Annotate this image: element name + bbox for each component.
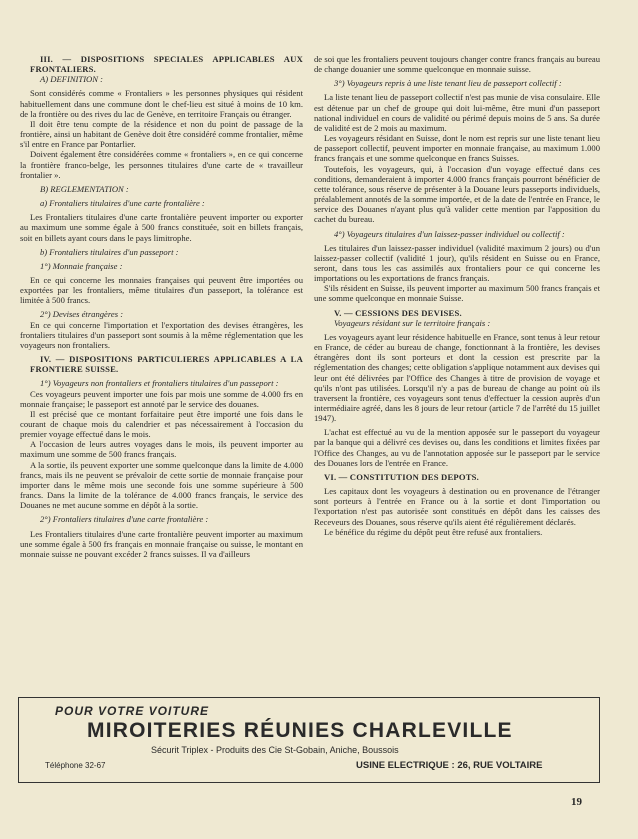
paragraph: Les titulaires d'un laissez-passer individuel (validité maximum 2 jours) ou d'un laissez-passer collectif (validité 1 jour), qu'ils résident en Suisse ou en France, seront, dans tous les cas assimilés aux frontaliers pour ce qui concerne les importations ou les exportations de francs français. <box>314 242 600 284</box>
page-number: 19 <box>571 796 582 808</box>
paragraph: Toutefois, les voyageurs, qui, à l'occasion d'un voyage effectué dans ces conditions, demanderaient à importer 4.000 francs français pourront bénéficier de cette tolérance, sous réserve de présenter à la Douane leurs passeports individuels, préalablement annotés de la somme importée, et de la date de l'entrée en France, le service des Douanes n'ayant plus qu'à valider cette mention par l'apposition du cachet du bureau. <box>314 163 600 225</box>
subheading-passeport-collectif: 3°) Voyageurs repris à une liste tenant lieu de passeport collectif : <box>334 78 562 89</box>
paragraph: Les voyageurs ayant leur résidence habituelle en France, sont tenus à leur retour en France, de céder au bureau de change, fonctionnant à la frontière, les devises étrangères dont ils sont porteurs et dont la cession est prescrite par la réglementation des changes; cette obligation s'applique notamment aux devises qui leur ont été délivrées par l'Office des Changes à titre de provision de voyage et qu'ils n'ont pas utilisées. Lorsqu'il n'y a pas de bureau de change au point où ils traversent la frontière, ces voyageurs sont tenus d'effectuer la cession auprès d'un intermédiaire agréé, dans les 8 jours de leur retour (article 7 de l'arrêté du 15 juillet 1947). <box>314 331 600 424</box>
subheading-a: a) Frontaliers titulaires d'une carte frontalière : <box>40 198 205 209</box>
subheading-b: b) Frontaliers titulaires d'un passeport : <box>40 246 179 257</box>
subheading-territoire-francais: Voyageurs résidant sur le territoire français : <box>334 317 491 328</box>
section-heading-v: V. — CESSIONS DES DEVISES. <box>334 307 462 318</box>
paragraph: S'ils résident en Suisse, ils peuvent importer au maximum 500 francs français et une somme quelconque en monnaie Suisse. <box>314 283 600 304</box>
paragraph: de soi que les frontaliers peuvent toujours changer contre francs français au bureau de change douanier une somme quelconque en monnaie suisse. <box>314 54 600 75</box>
subheading-voyageurs-non-frontaliers: 1°) Voyageurs non frontaliers et frontaliers titulaires d'un passeport : <box>40 378 279 389</box>
paragraph: A l'occasion de leurs autres voyages dans le mois, ils peuvent importer au maximum une somme de 500 francs français. <box>20 439 303 460</box>
subheading-definition: A) DEFINITION : <box>40 74 104 85</box>
ad-headline: POUR VOTRE VOITURE <box>55 704 210 718</box>
advertisement-box <box>18 697 600 783</box>
paragraph: Sont considérés comme « Frontaliers » les personnes physiques qui résident habituellement dans une commune dont le chef-lieu est situé à moins de 10 km. de la frontière ou des rives du lac de Genève, en territoire Français ou étranger. <box>20 88 303 119</box>
paragraph: Les Frontaliers titulaires d'une carte frontalière peuvent importer au maximum une somme égale à 500 frs français en monnaie française ou suisse, le montant en monnaie suisse ne pouvant excéder 2 francs suisses. Il va d'ailleurs <box>20 528 303 559</box>
paragraph: Les Frontaliers titulaires d'une carte frontalière peuvent importer ou exporter au maximum une somme égale à 500 francs constituée, soit en billets français, soit en billets ayant cours dans le pays limitrophe. <box>20 212 303 243</box>
subheading-laissez-passer: 4°) Voyageurs titulaires d'un laissez-passer individuel ou collectif : <box>334 228 565 239</box>
subheading-reglementation: B) REGLEMENTATION : <box>40 183 129 194</box>
ad-company-name: MIROITERIES RÉUNIES CHARLEVILLE <box>87 719 513 742</box>
paragraph: Il doit être tenu compte de la résidence et non du point de passage de la frontière, ainsi un habitant de Genève doit être considéré comme frontalier, même s'il entre en France par Pontarlier. <box>20 118 303 150</box>
ad-telephone: Téléphone 32-67 <box>45 761 106 770</box>
subheading-monnaie-francaise: 1°) Monnaie française : <box>40 260 123 271</box>
paragraph: L'achat est effectué au vu de la mention apposée sur le passeport du voyageur par la banque qui a délivré ces devises ou, dans les conditions et limites fixées par l'Office des Changes, au vu de l'annotation apposée sur le passeport par le service des Douanes lors de l'entrée en France. <box>314 427 600 468</box>
paragraph: Ces voyageurs peuvent importer une fois par mois une somme de 4.000 frs en monnaie française; le passeport est annoté par le service des douanes. <box>20 388 303 409</box>
ad-address: USINE ELECTRIQUE : 26, RUE VOLTAIRE <box>356 760 543 771</box>
ad-description: Sécurit Triplex - Produits des Cie St-Gobain, Aniche, Boussois <box>151 745 399 755</box>
subheading-frontaliers-carte: 2°) Frontaliers titulaires d'une carte frontalière : <box>40 514 209 525</box>
left-column <box>20 54 303 559</box>
paragraph: En ce qui concerne les monnaies françaises qui peuvent être importées ou exportées par les frontaliers, même titulaires d'un passeport, la tolérance est limitée à 500 francs. <box>20 274 303 306</box>
paragraph: Les voyageurs résidant en Suisse, dont le nom est repris sur une liste tenant lieu de passeport collectif, peuvent importer en monnaie française, au maximum 1.000 francs français et une somme quelconque en francs Suisses. <box>314 133 600 164</box>
paragraph: La liste tenant lieu de passeport collectif n'est pas munie de visa consulaire. Elle est détenue par un chef de groupe qui doit lui-même, être muni d'un passeport national individuel en cours de validité ou périmé depuis moins de 5 ans. Sa durée de validité est de 2 mois au maximum. <box>314 92 600 133</box>
paragraph: Le bénéfice du régime du dépôt peut être refusé aux frontaliers. <box>324 526 543 537</box>
paragraph: A la sortie, ils peuvent exporter une somme quelconque dans la limite de 4.000 francs, mais ils ne peuvent se prévaloir de cette sortie de monnaie française pour importer dans le même mois une seconde fois une somme supérieure à 500 francs. Dans la limite de la tolérance de 4.000 francs français, le service des Douanes ne met aucune somme en dépôt à la sortie. <box>20 459 303 511</box>
section-heading-iv: IV. — DISPOSITIONS PARTICULIERES APPLICABLES A LA FRONTIERE SUISSE. <box>30 354 303 375</box>
right-column <box>314 54 600 537</box>
paragraph: Doivent également être considérées comme « frontaliers », en ce qui concerne la frontière franco-belge, les personnes titulaires d'une carte de « travailleur frontalier ». <box>20 149 303 180</box>
paragraph: Les capitaux dont les voyageurs à destination ou en provenance de l'étranger sont porteurs à l'entrée en France ou à la sortie et dont l'importation ou l'exportation n'est pas autorisée sont constitués en dépôt dans les caisses des Receveurs des Douanes, sous réserve qu'ils aient été régulièrement déclarés. <box>314 486 600 527</box>
section-heading-iii: III. — DISPOSITIONS SPECIALES APPLICABLES AUX FRONTALIERS. <box>30 54 303 75</box>
paragraph: Il est précisé que ce montant forfaitaire peut être importé une fois dans le courant de chaque mois du calendrier et pas nécessairement à l'occasion du premier voyage effectué dans le mois. <box>20 408 303 440</box>
section-heading-vi: VI. — CONSTITUTION DES DEPOTS. <box>324 471 479 482</box>
paragraph: En ce qui concerne l'importation et l'exportation des devises étrangères, les frontaliers titulaires d'un passeport sont soumis à la même réglementation que les voyageurs non frontaliers. <box>20 319 303 350</box>
subheading-devises-etrangeres: 2°) Devises étrangères : <box>40 309 124 320</box>
